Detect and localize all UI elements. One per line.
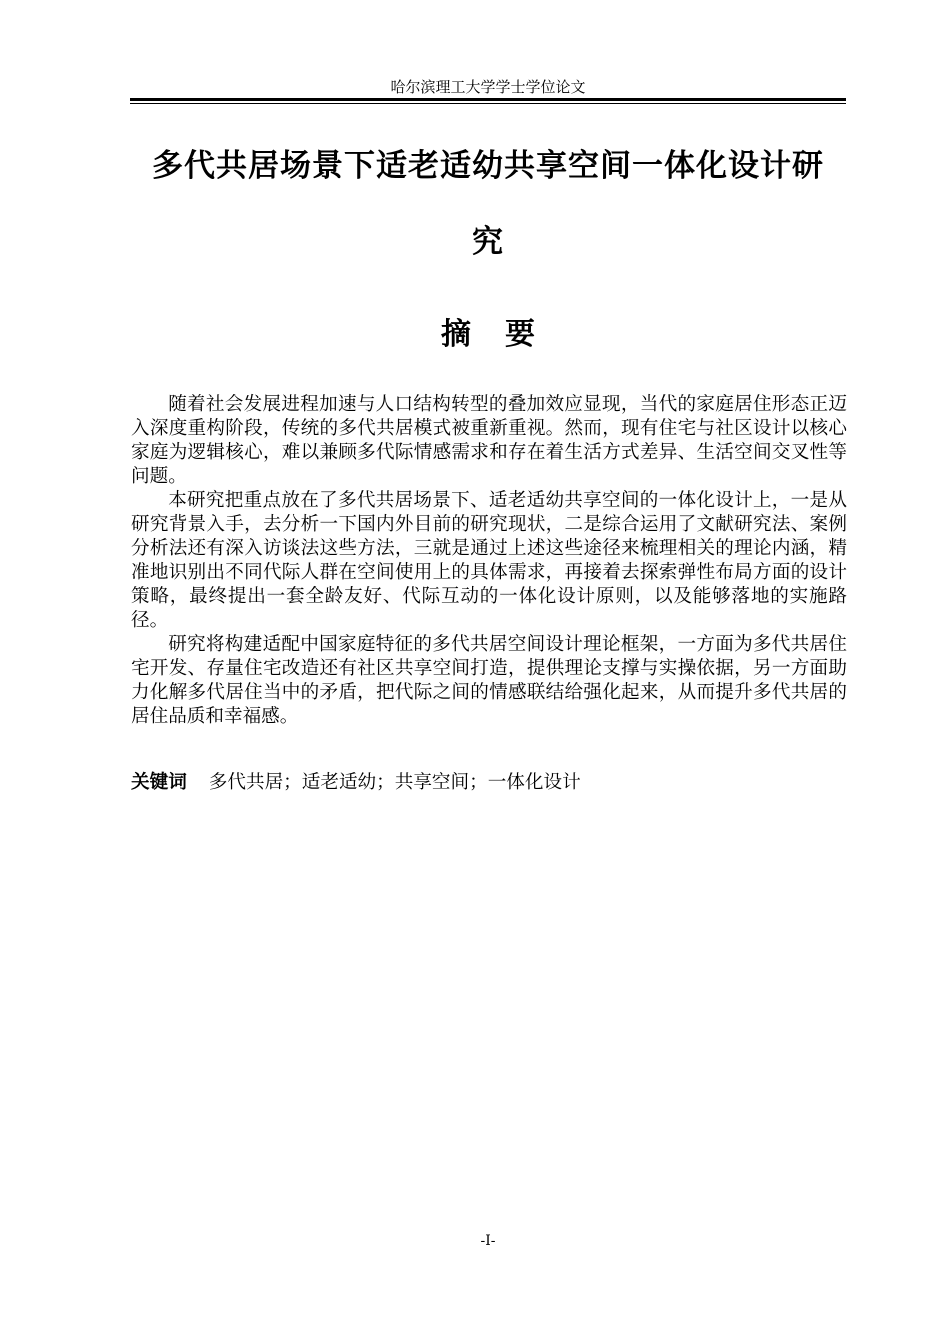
thesis-title-line2: 究 [472, 224, 504, 260]
keywords-list: 多代共居；适老适幼；共享空间；一体化设计 [208, 772, 581, 793]
abstract-paragraph-2: 本研究把重点放在了多代共居场景下、适老适幼共享空间的一体化设计上，一是从研究背景入手，去分析一下国内外目前的研究现状，二是综合运用了文献研究法、案例分析法还有深入访谈法这些方法，三就是通过上述这些途径来梳理相关的理论内涵，精准地识别出不同代际人群在空间使用上的具体需求，再接着去探索弹性布局方面的设计策略，最终提出一套全龄友好、代际互动的一体化设计原则，以及能够落地的实施路径。 [131, 490, 847, 631]
running-header: 哈尔滨理工大学学士学位论文 [390, 78, 586, 96]
thesis-title-line1: 多代共居场景下适老适幼共享空间一体化设计研 [152, 148, 824, 184]
abstract-body [131, 393, 847, 729]
abstract-heading-char2: 要 [505, 317, 535, 352]
abstract-paragraph-1: 随着社会发展进程加速与人口结构转型的叠加效应显现，当代的家庭居住形态正迈入深度重构阶段，传统的多代共居模式被重新重视。然而，现有住宅与社区设计以核心家庭为逻辑核心，难以兼顾多代际情感需求和存在着生活方式差异、生活空间交叉性等问题。 [131, 394, 847, 487]
keywords [131, 770, 847, 796]
header-rule-thin [130, 103, 846, 104]
abstract-paragraph-3: 研究将构建适配中国家庭特征的多代共居空间设计理论框架，一方面为多代共居住宅开发、存量住宅改造还有社区共享空间打造，提供理论支撑与实操依据，另一方面助力化解多代居住当中的矛盾，把代际之间的情感联结给强化起来，从而提升多代共居的居住品质和幸福感。 [131, 634, 847, 727]
abstract-heading-char1: 摘 [441, 317, 471, 352]
header-rule-thick [130, 98, 846, 101]
thesis-title [130, 150, 846, 280]
abstract-heading [130, 315, 846, 355]
page-number: -I- [480, 1233, 496, 1249]
keywords-label: 关键词 [131, 772, 187, 793]
